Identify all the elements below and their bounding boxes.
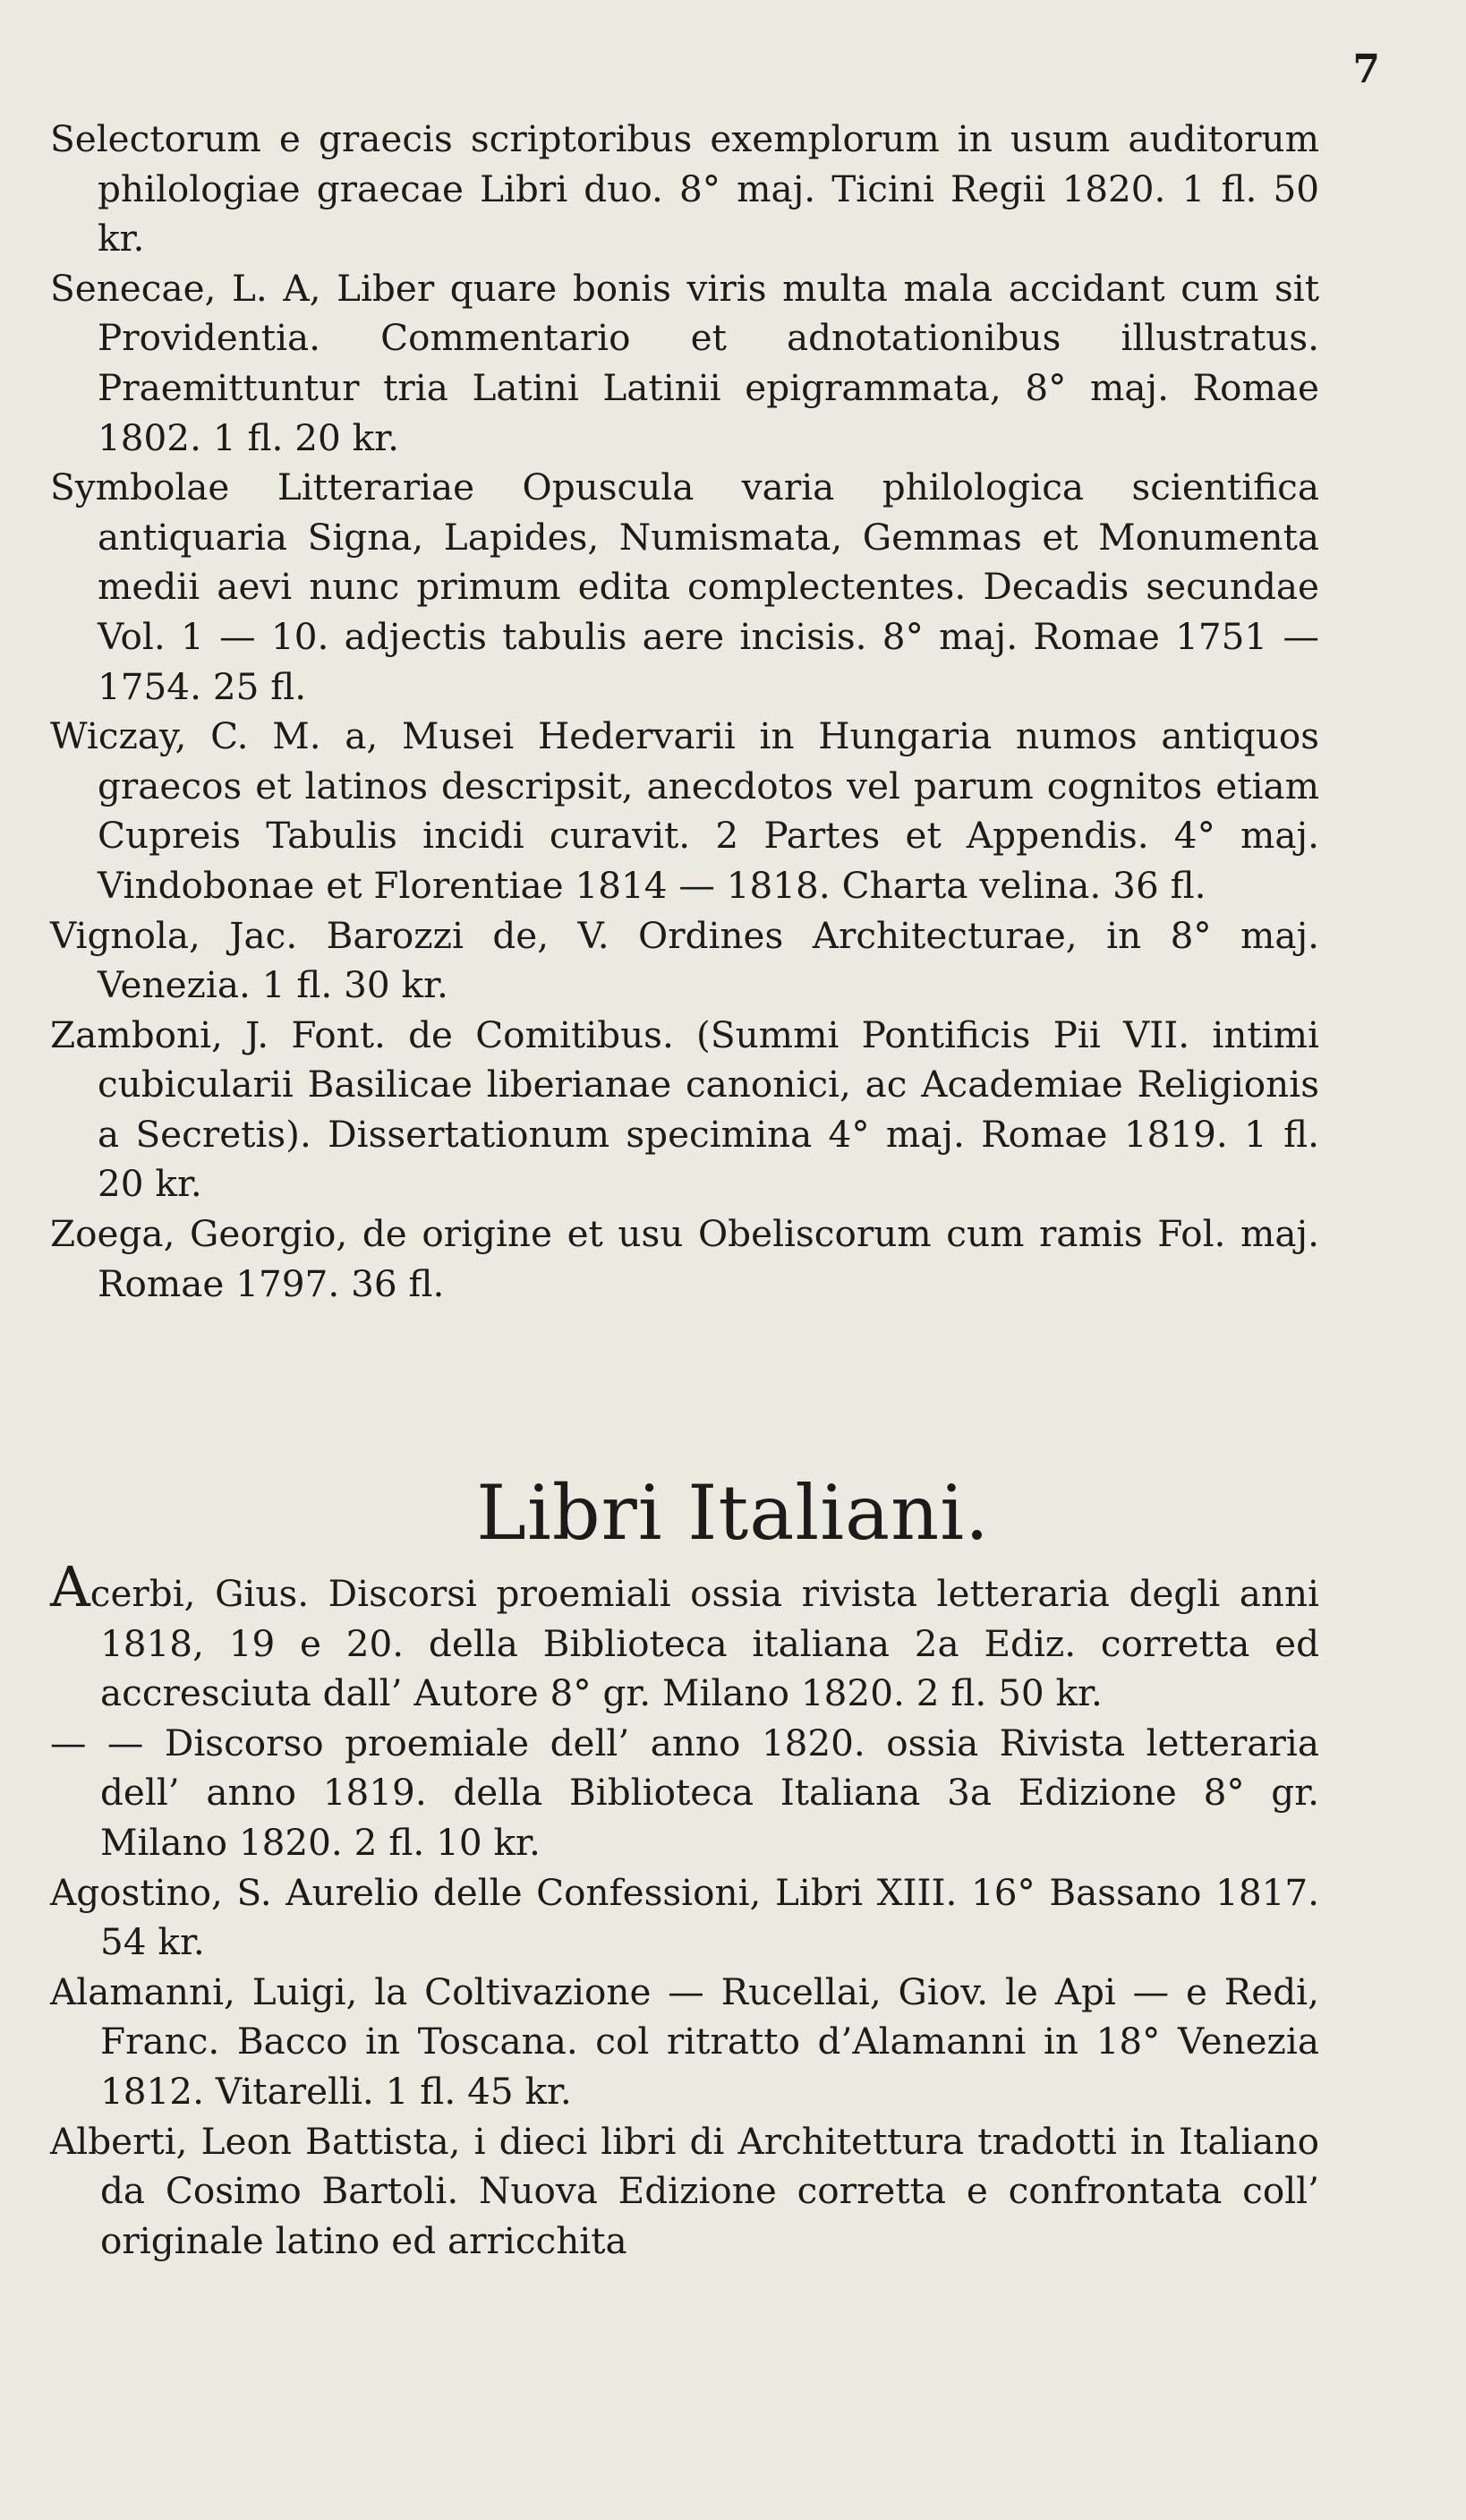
catalog-entry: Vignola, Jac. Barozzi de, V. Ordines Architecturae, in 8° maj. Venezia. 1 fl. 30 kr. [50,913,1319,1007]
section-heading: Libri Italiani. [476,1469,990,1557]
catalog-entry [50,1554,1319,1719]
catalog-entry: Agostino, S. Aurelio delle Confessioni, Libri XIII. 16° Bassano 1817. 54 kr. [50,1870,1319,1964]
catalog-entry: — — Discorso proemiale dell’ anno 1820. ossia Rivista letteraria dell’ anno 1819. della Biblioteca Italiana 3a Edizione 8° gr. Milano 1820. 2 fl. 10 kr. [50,1721,1319,1864]
catalog-entry: Senecae, L. A, Liber quare bonis viris multa mala accidant cum sit Providentia. Commentario et adnotationibus illustratus. Praemittuntur tria Latini Latinii epigrammata, 8° maj. Romae 1802. 1 fl. 20 kr. [50,266,1319,459]
catalog-entry: Alberti, Leon Battista, i dieci libri di Architettura tradotti in Italiano da Cosimo Bartoli. Nuova Edizione corretta e confrontata coll’ originale latino ed arricchita [50,2119,1319,2262]
catalog-entry: Symbolae Litterariae Opuscula varia philologica scientifica antiquaria Signa, Lapides, Numismata, Gemmas et Monumenta medii aevi nunc primum edita complectentes. Decadis secundae Vol. 1 — 10. adjectis tabulis aere incisis. 8° maj. Romae 1751 — 1754. 25 fl. [50,466,1319,708]
latin-entries [50,115,1319,1309]
catalog-entry: Alamanni, Luigi, la Coltivazione — Rucellai, Giov. le Api — e Redi, Franc. Bacco in Toscana. col ritratto d’Alamanni in 18° Venezia 1812. Vitarelli. 1 fl. 45 kr. [50,1969,1319,2113]
catalog-entry: Zoega, Georgio, de origine et usu Obeliscorum cum ramis Fol. maj. Romae 1797. 36 fl. [50,1212,1319,1305]
italian-entries [50,1554,1319,2266]
catalog-entry: Wiczay, C. M. a, Musei Hedervarii in Hungaria numos antiquos graecos et latinos descripsit, anecdotos vel parum cognitos etiam Cupreis Tabulis incidi curavit. 2 Partes et Appendis. 4° maj. Vindobonae et Florentiae 1814 — 1818. Charta velina. 36 fl. [50,714,1319,907]
page-number: 7 [1352,47,1380,92]
catalog-entry: Selectorum e graecis scriptoribus exemplorum in usum auditorum philologiae graecae Libri duo. 8° maj. Ticini Regii 1820. 1 fl. 50 kr. [50,117,1319,261]
drop-cap: A [50,1554,90,1619]
catalog-entry: Zamboni, J. Font. de Comitibus. (Summi Pontificis Pii VII. intimi cubicularii Basilicae liberianae canonici, ac Academiae Religionis a Secretis). Dissertationum specimina 4° maj. Romae 1819. 1 fl. 20 kr. [50,1012,1319,1206]
catalog-entry-text: cerbi, Gius. Discorsi proemiali ossia rivista letteraria degli anni 1818, 19 e 20. della Biblioteca italiana 2a Ediz. corretta ed accresciuta dall’ Autore 8° gr. Milano 1820. 2 fl. 50 kr. [89,1572,1319,1715]
